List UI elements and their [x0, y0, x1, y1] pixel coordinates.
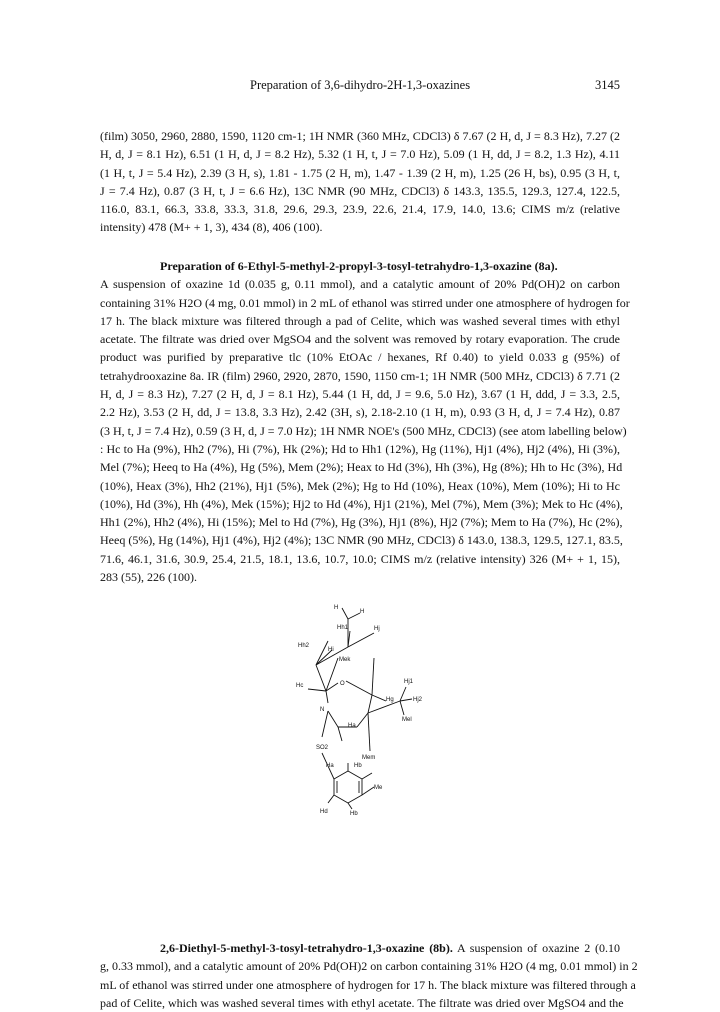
text-line: tetrahydrooxazine 8a. IR (film) 2960, 2920, 2870, 1590, 1150 cm-1; 1H NMR (500 MHz, CDCl3) δ 7.71 (2	[100, 368, 620, 383]
label-hj1: Hj1	[404, 679, 414, 685]
label-nitrogen: N	[320, 707, 325, 713]
bond	[368, 695, 372, 713]
page-number: 3145	[595, 78, 620, 92]
text-line: (10%), Hd (3%), Hh (4%), Mek (15%); Hj2 to Hd (4%), Hj1 (21%), Mel (7%), Mem (3%); Mek to Hc (4%),	[100, 496, 623, 511]
label-mem: Mem	[362, 755, 376, 761]
bond	[326, 691, 328, 703]
text-line: Heeq (5%), Hg (14%), Hj1 (4%), Hj2 (4%); 13C NMR (90 MHz, CDCl3) δ 143.0, 138.3, 129.5, 127.1, 83.5,	[100, 533, 623, 548]
text-line: Hh1 (2%), Hh2 (4%), Hi (15%); Mel to Hd (7%), Hg (3%), Hj1 (8%), Hj2 (7%); Mem to Ha (7%), Hc (2%),	[100, 515, 623, 530]
label-hg: Hg	[386, 697, 394, 703]
label-hj: Hj	[374, 626, 380, 632]
label-hd-aryl: Hd	[320, 809, 328, 815]
text-line: mL of ethanol was stirred under one atmosphere of hydrogen for 17 h. The black mixture was filtered through a	[100, 977, 636, 992]
text-line: Mel (7%); Heeq to Ha (4%), Hg (5%), Mem (2%); Heax to Hd (3%), Hh (3%), Hg (8%); Hh to Hc (3%), Hd	[100, 460, 623, 475]
bond	[348, 633, 374, 647]
label-hb2-aryl: Hb	[350, 811, 358, 817]
label-hj2: Hj2	[413, 697, 423, 703]
text-line: (film) 3050, 2960, 2880, 1590, 1120 cm-1; 1H NMR (360 MHz, CDCl3) δ 7.67 (2 H, d, J = 8.3 Hz), 7.27 (2	[100, 129, 620, 143]
text-line: (3 H, t, J = 7.4 Hz), 0.59 (3 H, d, J = 7.0 Hz); 1H NMR NOE's (500 MHz, CDCl3) (see atom labelling below)	[100, 423, 627, 438]
label-mel: Mel	[402, 717, 412, 723]
bond	[326, 658, 338, 691]
bond	[346, 681, 372, 695]
label-h-top: H	[334, 605, 339, 611]
text-line: : Hc to Ha (9%), Hh2 (7%), Hi (7%), Hk (2%); Hd to Hh1 (12%), Hg (11%), Hj1 (4%), Hj2 (4%), Hi (3%),	[100, 441, 620, 456]
text-line: g, 0.33 mmol), and a catalytic amount of 20% Pd(OH)2 on carbon containing 31% H2O (4 mg, 0.01 mmol) in 2	[100, 959, 638, 974]
running-title: Preparation of 3,6-dihydro-2H-1,3-oxazines	[250, 78, 471, 92]
text-line: (1 H, t, J = 5.4 Hz), 2.39 (3 H, s), 1.81 - 1.75 (2 H, m), 1.47 - 1.39 (2 H, m), 1.25 (26 H, bs), 0.95 (3 H, t,	[100, 165, 620, 180]
bond	[338, 727, 342, 741]
text-run: A suspension of oxazine 2 (0.10	[457, 941, 620, 955]
label-so2: SO2	[316, 745, 329, 751]
text-line: pad of Celite, which was washed several times with ethyl acetate. The filtrate was dried over MgSO4 and the	[100, 995, 624, 1010]
text-line: product was purified by preparative tlc (10% EtOAc / hexanes, Rf 0.40) to yield 0.033 g (95%) of	[100, 350, 620, 365]
procedure-8a-paragraph	[100, 257, 630, 586]
text-line: J = 7.4 Hz), 0.87 (3 H, t, J = 6.6 Hz), 13C NMR (90 MHz, CDCl3) δ 143.3, 135.5, 129.3, 127.4, 122.5,	[100, 183, 620, 198]
label-hi: Hi	[328, 647, 334, 653]
structure-drawing	[282, 603, 442, 818]
label-oxygen: O	[340, 681, 345, 687]
bond	[322, 711, 328, 737]
bond	[368, 713, 370, 751]
aryl-ring	[334, 771, 362, 803]
bond	[342, 608, 348, 619]
label-mek: Mek	[339, 657, 351, 663]
text-line: 71.6, 46.1, 31.6, 30.9, 25.4, 21.5, 18.1, 13.6, 10.7, 10.0; CIMS m/z (relative intensity) 326 (M+ + 1, 15),	[100, 551, 620, 566]
section-heading-8a: Preparation of 6-Ethyl-5-methyl-2-propyl-3-tosyl-tetrahydro-1,3-oxazine (8a).	[160, 259, 558, 273]
text-line: H, d, J = 8.3 Hz), 7.27 (2 H, d, J = 8.1 Hz), 5.44 (1 H, dd, J = 9.6, 5.0 Hz), 3.67 (1 H, ddd, J = 3.3, 2.5,	[100, 387, 620, 402]
procedure-8b-paragraph	[100, 939, 638, 1012]
label-hb-aryl: Hb	[354, 763, 362, 769]
bond	[362, 773, 372, 779]
label-h-top-right: H	[360, 609, 365, 615]
text-line: containing 31% H2O (4 mg, 0.01 mmol) in 2 mL of ethanol was stirred under one atmosphere of hydrogen for	[100, 295, 630, 310]
bond	[328, 711, 338, 727]
label-ha: Ha	[348, 723, 356, 729]
bond	[372, 658, 374, 695]
text-line: acetate. The filtrate was dried over MgSO4 and the solvent was removed by rotary evaporation. The crude	[100, 332, 620, 347]
bond	[348, 803, 352, 809]
bond	[357, 713, 368, 727]
bond	[368, 701, 400, 713]
label-hh2: Hh2	[298, 643, 310, 649]
text-line: (10%), Heax (3%), Hh2 (21%), Hj1 (5%), Mek (2%); Hg to Hd (10%), Heax (10%), Mem (10%); Hi to Hc	[100, 478, 620, 493]
text-line: A suspension of oxazine 1d (0.035 g, 0.11 mmol), and a catalytic amount of 20% Pd(OH)2 on carbon	[100, 277, 620, 292]
text-line: 17 h. The black mixture was filtered through a pad of Celite, which was washed several times with ethyl	[100, 313, 620, 328]
section-heading-8b: 2,6-Diethyl-5-methyl-3-tosyl-tetrahydro-1,3-oxazine (8b).	[160, 941, 453, 955]
label-hh1: Hh1	[337, 625, 349, 631]
bond	[400, 687, 406, 701]
text-line: 283 (55), 226 (100).	[100, 570, 197, 585]
bond	[362, 787, 374, 795]
bond	[400, 701, 404, 715]
structure-diagram-8a	[282, 603, 442, 818]
label-me-aryl: Me	[374, 785, 383, 791]
label-ha-aryl: Ha	[326, 763, 334, 769]
bond	[316, 665, 326, 691]
text-line: 116.0, 83.1, 66.3, 33.8, 33.3, 31.8, 29.6, 29.3, 23.9, 22.6, 21.4, 17.9, 14.0, 13.6; CIMS m/z (relative	[100, 202, 620, 217]
running-head	[100, 78, 620, 96]
bond	[372, 695, 386, 701]
bond	[400, 699, 412, 701]
spectral-data-paragraph	[100, 127, 620, 237]
bond	[348, 613, 360, 619]
text-line: 2.2 Hz), 3.53 (2 H, dd, J = 13.8, 3.3 Hz), 2.42 (3H, s), 2.18-2.10 (1 H, m), 0.93 (3 H, d, J = 7.4 Hz), 0.87	[100, 405, 620, 420]
bond	[328, 795, 334, 803]
first-line-8b	[100, 939, 620, 957]
text-line: H, d, J = 8.1 Hz), 6.51 (1 H, d, J = 8.2 Hz), 5.32 (1 H, t, J = 7.0 Hz), 5.09 (1 H, dd, J = 8.2, 1.3 Hz), 4.11	[100, 147, 620, 162]
label-hc: Hc	[296, 683, 304, 689]
text-line: intensity) 478 (M+ + 1, 3), 434 (8), 406 (100).	[100, 220, 323, 235]
bond	[308, 689, 326, 691]
